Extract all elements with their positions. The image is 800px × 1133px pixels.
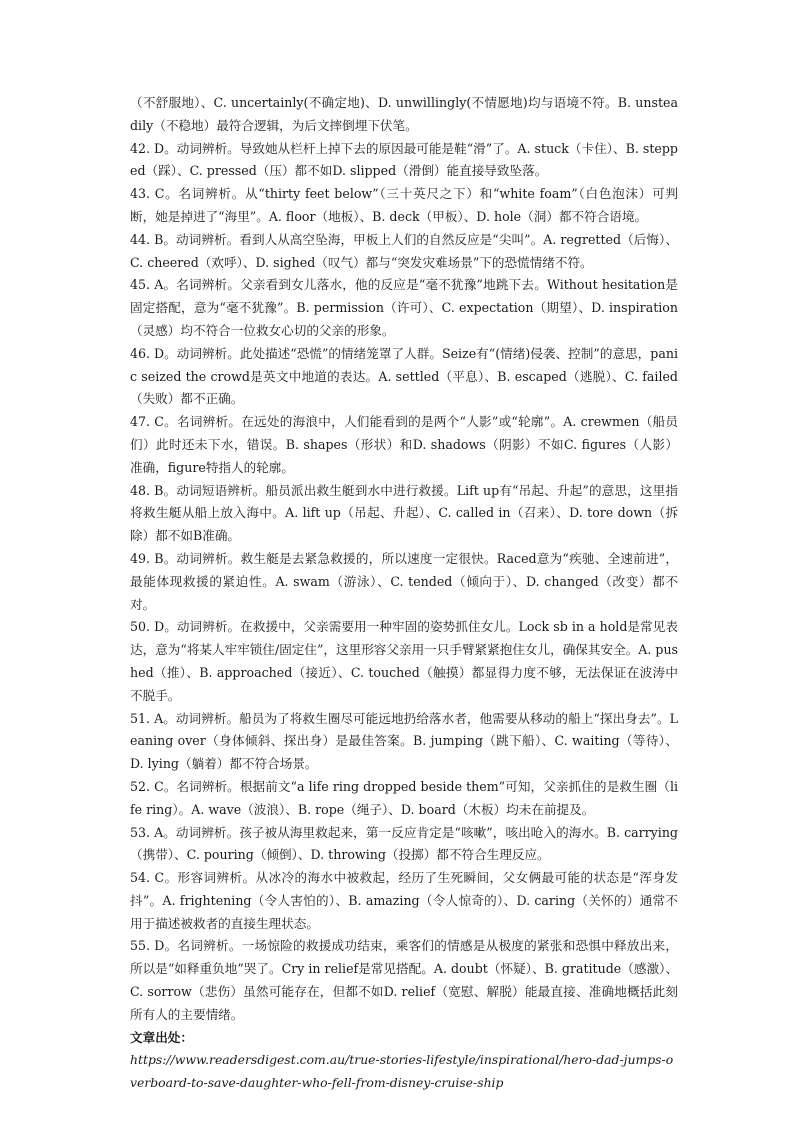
paragraph-43: 43. C。名词辨析。从“thirty feet below”（三十英尺之下）和“white foam”（白色泡沫）可判断，她是掉进了“海里”。A. floor（地板）、B. deck（甲板）、D. hole（洞）都不符合语境。 bbox=[130, 186, 678, 224]
paragraph-42: 42. D。动词辨析。导致她从栏杆上掉下去的原因最可能是鞋“滑”了。A. stuck（卡住）、B. stepped（踩）、C. pressed（压）都不如D. slipped（滑倒）能直接导致坠落。 bbox=[130, 140, 678, 179]
paragraph-47: 47. C。名词辨析。在远处的海浪中，人们能看到的是两个“人影”或“轮廓”。A. crewmen（船员们）此时还未下水，错误。B. shapes（形状）和D. shadows（阴影）不如C. figures（人影）准确，figure特指人的轮廓。 bbox=[130, 414, 678, 475]
paragraph-54: 54. C。形容词辨析。从冰冷的海水中被救起，经历了生死瞬间，父女俩最可能的状态是“浑身发抖”。A. frightening（令人害怕的）、B. amazing（令人惊奇的）、D. caring（关怀的）通常不用于描述被救者的直接生理状态。 bbox=[130, 870, 678, 931]
paragraph-55: 55. D。名词辨析。一场惊险的救援成功结束，乘客们的情感是从极度的紧张和恐惧中释放出来，所以是“如释重负地”哭了。Cry in relief是常见搭配。A. doubt（怀疑）、B. gratitude（感激）、C. sorrow（悲伤）虽然可能存在，但都不如D. relief（宽慰、解脱）能最直接、准确地概括此刻所有人的主要情绪。 bbox=[130, 938, 678, 1022]
paragraph-51: 51. A。动词辨析。船员为了将救生圈尽可能远地扔给落水者，他需要从移动的船上“探出身去”。Leaning over（身体倾斜、探出身）是最佳答案。B. jumping（跳下船）、C. waiting（等待）、D. lying（躺着）都不符合场景。 bbox=[130, 710, 678, 772]
paragraph-50: 50. D。动词辨析。在救援中，父亲需要用一种牢固的姿势抓住女儿。Lock sb in a hold是常见表达，意为“将某人牢牢锁住/固定住”，这里形容父亲用一只手臂紧紧抱住女儿，确保其安全。A. pushed（推）、B. approached（接近）、C. touched（触摸）都显得力度不够，无法保证在波涛中不脱手。 bbox=[130, 619, 679, 703]
source-heading: 文章出处： bbox=[130, 1029, 193, 1045]
answer-explanations bbox=[130, 92, 678, 1095]
paragraph-53: 53. A。动词辨析。孩子被从海里救起来，第一反应肯定是“咳嗽”，咳出呛入的海水。B. carrying（携带）、C. pouring（倾倒）、D. throwing（投掷）都不符合生理反应。 bbox=[130, 824, 678, 863]
paragraph-52: 52. C。名词辨析。根据前文“a life ring dropped beside them”可知，父亲抓住的是救生圈（life ring）。A. wave（波浪）、B. rope（绳子）、D. board（木板）均未在前提及。 bbox=[130, 778, 678, 817]
paragraph-48: 48. B。动词短语辨析。船员派出救生艇到水中进行救援。Lift up有“吊起、升起”的意思，这里指将救生艇从船上放入海中。A. lift up（吊起、升起）、C. called in（召来）、D. tore down（拆除）都不如B准确。 bbox=[130, 482, 678, 544]
paragraph-46: 46. D。动词辨析。此处描述“恐慌”的情绪笼罩了人群。Seize有“(情绪)侵袭、控制”的意思，panic seized the crowd是英文中地道的表达。A. settled（平息）、B. escaped（逃脱）、C. failed（失败）都不正确。 bbox=[130, 345, 678, 407]
paragraph-41-continued: （不舒服地）、C. uncertainly(不确定地)、D. unwillingly(不情愿地)均与语境不符。B. unsteadily（不稳地）最符合逻辑，为后文摔倒埋下伏笔。 bbox=[130, 95, 678, 133]
paragraph-44: 44. B。动词辨析。看到人从高空坠海，甲板上人们的自然反应是“尖叫”。A. regretted（后悔）、C. cheered（欢呼）、D. sighed（叹气）都与“突发灾难场景”下的恐慌情绪不符。 bbox=[130, 231, 678, 270]
source-url: https://www.readersdigest.com.au/true-stories-lifestyle/inspirational/hero-dad-jumps-overboard-to-save-daughter-who-fell-from-disney-cruise-ship bbox=[130, 1052, 674, 1091]
paragraph-49: 49. B。动词辨析。救生艇是去紧急救援的，所以速度一定很快。Raced意为“疾驰、全速前进”，最能体现救援的紧迫性。A. swam（游泳）、C. tended（倾向于）、D. changed（改变）都不对。 bbox=[130, 550, 678, 612]
paragraph-45: 45. A。名词辨析。父亲看到女儿落水，他的反应是“毫不犹豫”地跳下去。Without hesitation是固定搭配，意为“毫不犹豫”。B. permission（许可）、C. expectation（期望）、D. inspiration（灵感）均不符合一位救女心切的父亲的形象。 bbox=[130, 277, 678, 338]
